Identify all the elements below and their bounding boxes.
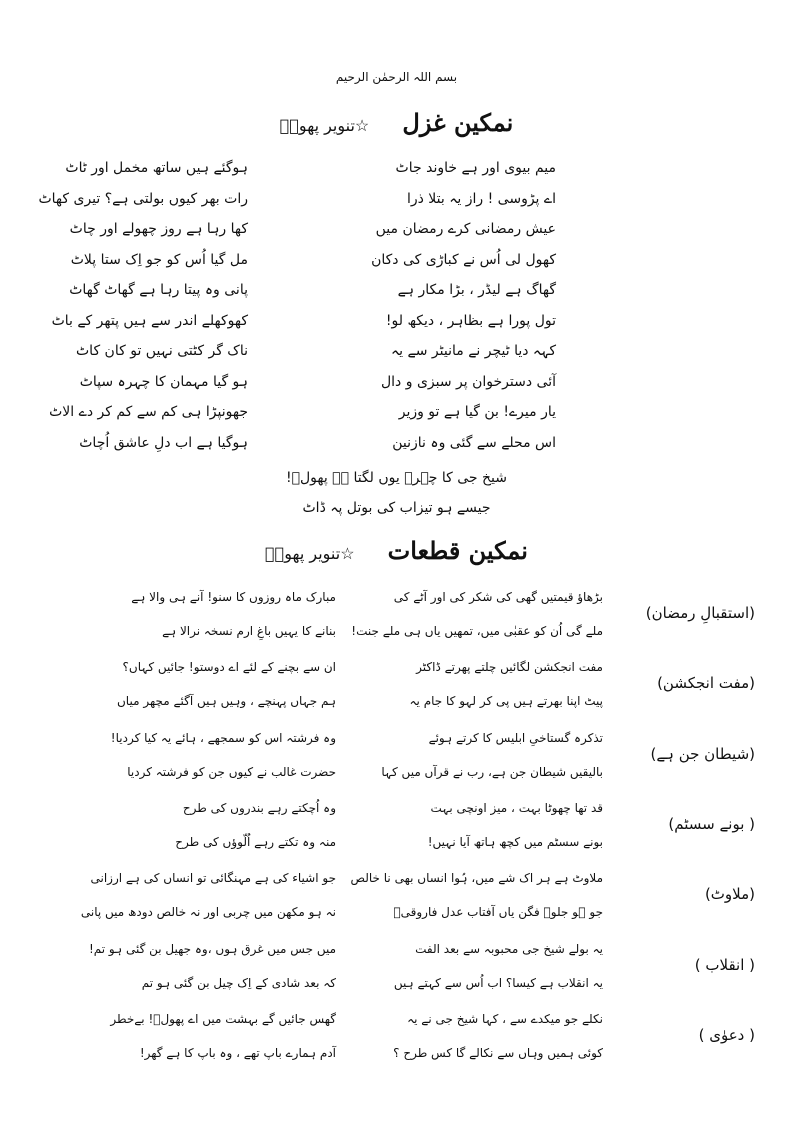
ghazal-misra-first: کہہ دیا ٹیچر نے مانیٹر سے یہ [390, 343, 556, 359]
qita-line [0, 1046, 793, 1082]
ghazal-couplet [0, 374, 793, 404]
qita-line [0, 1012, 793, 1048]
ghazal-misra-first: کھول لی اُس نے کباڑی کی دکان [371, 251, 556, 268]
qita-line [0, 976, 793, 1012]
qitaat-title [0, 536, 793, 565]
ghazal-misra-second: جھونپڑا ہی کم سے کم کر دے الاٹ [49, 404, 248, 420]
qita-misra-first: یہ انقلاب ہے کیسا؟ اب اُس سے کہتے ہیں [393, 975, 603, 990]
qita-misra-second: حضرت غالب نے کیوں جن کو فرشتہ کردیا [127, 764, 336, 779]
qita-misra-first: جو ہو جلوہ فگن یاں آفتاب عدل فاروقیؓ [393, 905, 603, 920]
ghazal-misra-first: عیش رمضانی کرے رمضان میں [375, 221, 556, 237]
ghazal-misra-second: رات بھر کیوں بولتی ہے؟ تیری کھاٹ [38, 190, 248, 207]
qita-misra-first: تذکرہ گستاخیِ ابلیس کا کرتے ہوئے [428, 730, 603, 745]
qita-misra-second: بنانے کا یہیں باغِ ارم نسخہ نرالا ہے [162, 624, 336, 638]
qita-label: ( دعوٰی ) [698, 1025, 755, 1044]
bismillah-heading: بسم اللہ الرحمٰن الرحیم [335, 70, 458, 84]
qita-misra-first: بڑھاؤ قیمتیں گھی کی شکر کی اور آٹے کی [393, 590, 603, 604]
qita-label: (مفت انجکشن) [657, 674, 755, 693]
ghazal-title-text: نمکین غزل [402, 108, 514, 137]
qita-label: (ملاوٹ) [704, 885, 755, 904]
ghazal-misra-second: ہو گیا مہمان کا چہرہ سپاٹ [79, 373, 248, 390]
qita-line [0, 731, 793, 767]
ghazal-misra-first: اے پڑوسی ! راز یہ بتلا ذرا [406, 190, 556, 207]
ghazal-couplet [0, 191, 793, 221]
ghazal-misra-second: پانی وہ پیتا رہا ہے گھاٹ گھاٹ [69, 282, 248, 298]
qita-line [0, 801, 793, 837]
qita-misra-second: آدم ہمارے باپ تھے ، وہ باپ کا ہے گھر! [139, 1045, 336, 1060]
ghazal-misra-first: میم بیوی اور ہے خاوند جاٹ [395, 160, 556, 176]
ghazal-title [0, 108, 793, 137]
ghazal-poet: ☆تنویر پھولؔ [279, 116, 370, 135]
qita-misra-second: میں جس میں غرق ہوں ،وہ جھیل بن گئی ہو تم! [88, 941, 336, 956]
qita-misra-first: مفت انجکشن لگائیں چلتے پھرتے ڈاکٹر [416, 660, 603, 675]
ghazal-couplet [0, 435, 793, 465]
qita-line [0, 624, 793, 660]
ghazal-misra-first: اس محلے سے گئی وہ نازنین [392, 434, 556, 451]
qita-misra-second: مبارک ماہ روزوں کا سنو! آنے ہی والا ہے [131, 590, 336, 604]
ghazal-misra-second: ناک گر کٹتی نہیں تو کان کاٹ [76, 343, 248, 359]
qitaat-title-text: نمکین قطعات [387, 536, 528, 565]
qita-misra-second: ہم جہاں پہنچے ، وہیں ہیں آگئے مچھر میاں [116, 694, 336, 709]
qita-misra-second: وہ اُچکتے رہے بندروں کی طرح [182, 800, 336, 815]
qita-misra-first: قد تھا چھوٹا بہت ، میز اونچی بہت [430, 800, 603, 815]
qita-line [0, 835, 793, 871]
ghazal-couplet [0, 221, 793, 251]
qita-misra-first: پیٹ اپنا بھرتے ہیں پی کر لہو کا جام یہ [409, 694, 603, 709]
qita-line [0, 871, 793, 907]
qita-misra-second: نہ ہو مکھن میں چربی اور نہ خالص دودھ میں پانی [80, 905, 336, 920]
ghazal-misra-second: کھا رہا ہے روز چھولے اور چاٹ [69, 221, 248, 237]
qita-misra-second: منہ وہ تکتے رہے اُلّوؤں کی طرح [175, 834, 336, 849]
qita-misra-second: کہ بعد شادی کے اِک چیل بن گئی ہو تم [141, 975, 336, 990]
qita-misra-first: ملاوٹ ہے ہر اک شے میں، ہُوا انساں بھی نا خالص [350, 871, 603, 886]
qita-misra-second: ان سے بچنے کے لئے اے دوستو! جائیں کہاں؟ [122, 660, 336, 675]
qita-misra-second: جو اشیاء کی ہے مہنگائی تو انساں کی ہے ارزانی [90, 871, 336, 886]
qita-line [0, 942, 793, 978]
qita-line [0, 694, 793, 730]
qita-misra-first: ملے گی اُن کو عقبٰی میں، تمھیں یاں ہی ملے جنت! [351, 624, 603, 638]
qita-label: (شیطان جن ہے) [650, 744, 755, 763]
ghazal-closing-line-1: شیخ جی کا چہرہ یوں لگتا ہے پھولؔ! [285, 470, 508, 486]
ghazal-misra-first: گھاگ ہے لیڈر ، بڑا مکار ہے [397, 282, 556, 298]
qita-misra-first: بونے سسٹم میں کچھ ہاتھ آیا نہیں! [427, 834, 603, 849]
qita-label: ( انقلاب ) [694, 955, 755, 974]
ghazal-couplet [0, 160, 793, 190]
ghazal-couplet [0, 313, 793, 343]
ghazal-couplet [0, 404, 793, 434]
qita-misra-first: یہ بولے شیخ جی محبوبہ سے بعد الفت [415, 941, 603, 956]
qita-misra-first: کوئی ہمیں وہاں سے نکالے گا کس طرح ؟ [393, 1045, 603, 1060]
ghazal-misra-second: مل گیا اُس کو جو اِک ستا پلاٹ [70, 251, 248, 268]
ghazal-couplet [0, 282, 793, 312]
qita-misra-first: نکلے جو میکدے سے ، کہا شیخ جی نے یہ [407, 1011, 603, 1026]
qita-label: (استقبالِ رمضان) [645, 604, 755, 622]
ghazal-couplet [0, 343, 793, 373]
qita-line [0, 590, 793, 626]
ghazal-closing-line-2: جیسے ہو تیزاب کی بوتل پہ ڈاٹ [302, 500, 491, 516]
ghazal-misra-first: یار میرے! بن گیا ہے تو وزیر [398, 404, 556, 420]
qita-line [0, 905, 793, 941]
ghazal-misra-second: کھوکھلے اندر سے ہیں پتھر کے باٹ [51, 312, 248, 329]
ghazal-misra-first: آئی دسترخوان پر سبزی و دال [381, 373, 556, 390]
qita-misra-first: بالیقیں شیطان جن ہے، رب نے قرآں میں کہا [381, 764, 603, 779]
ghazal-couplet [0, 252, 793, 282]
qita-line [0, 660, 793, 696]
qitaat-poet: ☆تنویر پھولؔ [265, 544, 355, 563]
qita-line [0, 765, 793, 801]
ghazal-misra-second: ہوگئے ہیں ساتھ مخمل اور ٹاٹ [65, 160, 248, 176]
qita-label: ( بونے سسٹم) [668, 814, 755, 833]
qita-misra-second: گھس جائیں گے بہشت میں اے پھولؔ! بےخطر [110, 1011, 336, 1026]
ghazal-misra-first: تول پورا ہے بظاہر ، دیکھ لو! [385, 312, 556, 329]
ghazal-misra-second: ہوگیا ہے اب دلِ عاشق اُچاٹ [79, 434, 248, 451]
qita-misra-second: وہ فرشتہ اس کو سمجھے ، ہائے یہ کیا کردیا! [110, 730, 336, 745]
